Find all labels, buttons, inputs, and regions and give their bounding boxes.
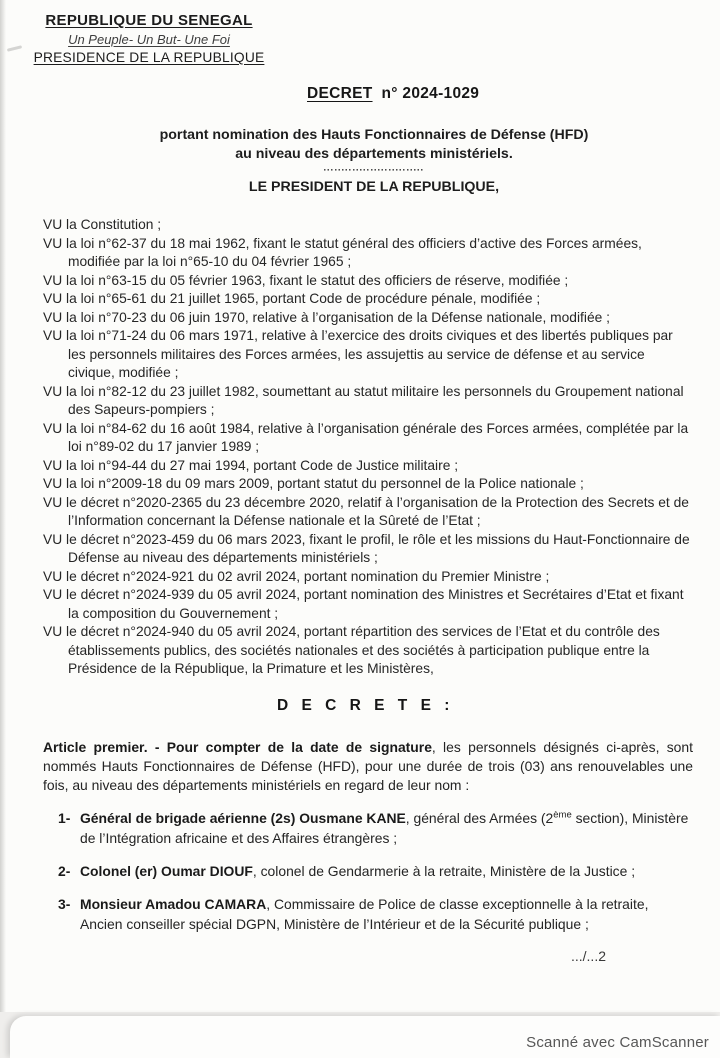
article-lead: Article premier. - Pour compter de la date de signature	[43, 738, 432, 755]
visa-item: VU le décret n°2023-459 du 06 mars 2023, fixant le profil, le rôle et les missions du Haut-Fonctionnaire de Défense au niveau des départements ministériels ;	[43, 531, 690, 565]
letterhead-motto: Un Peuple- Un But- Une Foi	[68, 32, 230, 47]
visa-item: VU la loi n°63-15 du 05 février 1963, fixant le statut des officiers de réserve, modifiée ;	[43, 272, 569, 288]
appointee-name: Général de brigade aérienne (2s) Ousmane KANE	[80, 810, 406, 827]
visa-item: VU le décret n°2024-940 du 05 avril 2024, portant répartition des services de l’Etat et du contrôle des établissements publics, des sociétés nationales et des sociétés à participation publique entre la Présidence de la République, la Primature et les Ministères,	[43, 624, 660, 676]
appointment-number: 3-	[58, 896, 71, 913]
appointment-desc-superscript: ème	[553, 809, 572, 821]
visa-item: VU la loi n°65-61 du 21 juillet 1965, portant Code de procédure pénale, modifiée ;	[43, 291, 541, 306]
appointment-desc: , Commissaire de Police de classe exceptionnelle à la retraite, Ancien conseiller spécial DGPN, Ministère de l’Intérieur et de la Sécurité publique ;	[80, 896, 649, 932]
camscanner-bar	[10, 1016, 720, 1058]
scan-edge-shadow	[0, 0, 6, 1058]
letterhead-country: REPUBLIQUE DU SENEGAL	[45, 12, 253, 29]
visa-item: VU la loi n°84-62 du 16 août 1984, relative à l’organisation générale des Forces armées, complétée par la loi n°89-02 du 17 janvier 1989 ;	[43, 420, 689, 454]
visa-list	[43, 216, 693, 679]
visa-item: VU le décret n°2024-921 du 02 avril 2024, portant nomination du Premier Ministre ;	[43, 568, 550, 584]
camscanner-label: Scanné avec CamScanner	[526, 1034, 709, 1051]
decree-title-line	[307, 85, 690, 103]
dotted-separator	[324, 168, 424, 171]
appointment-number: 1-	[58, 810, 71, 827]
letterhead	[30, 12, 268, 65]
appointment-text	[80, 895, 690, 934]
appointment-text	[80, 809, 690, 848]
appointment-item-2	[58, 862, 690, 881]
appointments-list	[58, 809, 690, 933]
appointment-item-3	[58, 895, 690, 934]
visa-item: VU la loi n°70-23 du 06 juin 1970, relative à l’organisation de la Défense nationale, modifiée ;	[43, 309, 610, 325]
appointment-desc: , général des Armées (2	[405, 810, 554, 827]
visa-item: VU la Constitution ;	[43, 217, 162, 232]
visa-item: VU la loi n°62-37 du 18 mai 1962, fixant le statut général des officiers d’active des Forces armées, modifiée par la loi n°65-10 du 04 février 1965 ;	[43, 235, 642, 269]
appointee-name: Monsieur Amadou CAMARA	[80, 896, 267, 913]
enacting-formula: D E C R E T E :	[277, 696, 454, 714]
visa-item: VU le décret n°2020-2365 du 23 décembre 2020, relatif à l’organisation de la Protection des Secrets et de l’Information concernant la Défense nationale et la Sûreté de l’Etat ;	[43, 494, 689, 528]
appointment-desc: , colonel de Gendarmerie à la retraite, Ministère de la Justice ;	[252, 862, 636, 879]
visa-item: VU la loi n°82-12 du 23 juillet 1982, soumettant au statut militaire les personnels du Groupement national des Sapeurs-pompiers ;	[43, 383, 684, 417]
decree-number: n° 2024-1029	[381, 85, 480, 102]
visa-item: VU la loi n°2009-18 du 09 mars 2009, portant statut du personnel de la Police nationale ;	[43, 476, 584, 491]
page-continuation-mark: .../...2	[570, 947, 606, 964]
letterhead-office: PRESIDENCE DE LA REPUBLIQUE	[33, 50, 265, 65]
article-premier	[43, 738, 693, 796]
decree-label: DECRET	[307, 85, 373, 102]
subject-line-1: portant nomination des Hauts Fonctionnaires de Défense (HFD)	[159, 127, 589, 143]
salutation: LE PRESIDENT DE LA REPUBLIQUE,	[248, 179, 500, 195]
appointment-desc-rest: section), Ministère de l’Intégration africaine et des Affaires étrangères ;	[80, 810, 689, 846]
decree-subject	[58, 126, 690, 163]
visa-item: VU le décret n°2024-939 du 05 avril 2024, portant nomination des Ministres et Secrétaires d’Etat et fixant la composition du Gouvernement ;	[43, 587, 684, 621]
article-body: , les personnels désignés ci-après, sont nommés Hauts Fonctionnaires de Défense (HFD), pour une durée de trois (03) ans renouvelables une fois, au niveau des départements ministériels en regard de leur nom :	[43, 738, 693, 794]
appointment-number: 2-	[58, 862, 71, 879]
subject-line-2: au niveau des départements ministériels.	[235, 145, 513, 162]
visa-item: VU la loi n°71-24 du 06 mars 1971, relative à l’exercice des droits civiques et des libertés publiques par les personnels militaires des Forces armées, les assujettis au service de défense et au service civique, modifiée ;	[43, 328, 673, 380]
appointment-item-1	[58, 809, 690, 848]
appointment-text	[80, 862, 690, 881]
visa-item: VU la loi n°94-44 du 27 mai 1994, portant Code de Justice militaire ;	[43, 457, 459, 473]
appointee-name: Colonel (er) Oumar DIOUF	[80, 862, 253, 879]
